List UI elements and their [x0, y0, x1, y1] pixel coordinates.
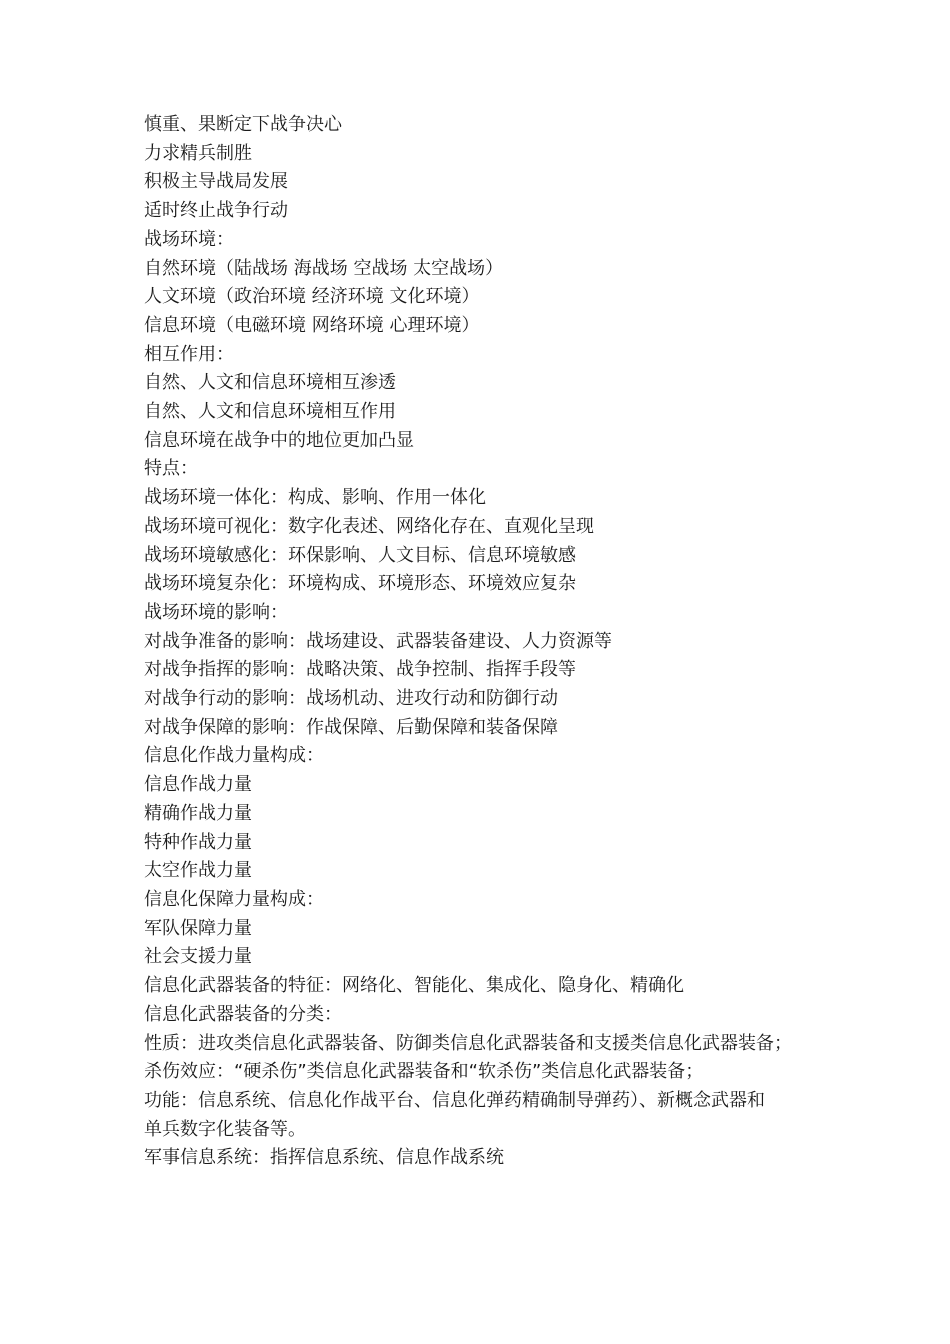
- text-line: 自然环境（陆战场 海战场 空战场 太空战场）: [144, 257, 504, 279]
- text-line: 精确作战力量: [144, 802, 252, 824]
- text-line: 积极主导战局发展: [144, 171, 288, 193]
- text-line: 对战争准备的影响：战场建设、武器装备建设、人力资源等: [144, 630, 612, 652]
- text-line: 对战争指挥的影响：战略决策、战争控制、指挥手段等: [144, 659, 576, 681]
- text-line: 军事信息系统：指挥信息系统、信息作战系统: [144, 1147, 504, 1169]
- text-line: 战场环境可视化：数字化表述、网络化存在、直观化呈现: [144, 515, 594, 537]
- text-line: 军队保障力量: [144, 917, 252, 939]
- text-line: 战场环境一体化：构成、影响、作用一体化: [144, 487, 486, 509]
- text-line: 适时终止战争行动: [144, 200, 288, 222]
- text-line: 对战争行动的影响：战场机动、进攻行动和防御行动: [144, 688, 558, 710]
- text-line: 自然、人文和信息环境相互渗透: [144, 372, 396, 394]
- text-line: 单兵数字化装备等。: [144, 1118, 306, 1140]
- section-heading: 信息化武器装备的分类：: [144, 1003, 342, 1025]
- text-line: 功能：信息系统、信息化作战平台、信息化弹药精确制导弹药）、新概念武器和: [144, 1089, 765, 1111]
- section-heading: 信息化保障力量构成：: [144, 888, 324, 910]
- text-line: 人文环境（政治环境 经济环境 文化环境）: [144, 286, 480, 308]
- text-line: 战场环境复杂化：环境构成、环境形态、环境效应复杂: [144, 573, 576, 595]
- text-line: 社会支援力量: [144, 946, 252, 968]
- text-line: 信息作战力量: [144, 774, 252, 796]
- text-line: 对战争保障的影响：作战保障、后勤保障和装备保障: [144, 716, 558, 738]
- text-line: 太空作战力量: [144, 860, 252, 882]
- text-line: 信息化武器装备的特征：网络化、智能化、集成化、隐身化、精确化: [144, 975, 684, 997]
- section-heading: 战场环境：: [144, 228, 234, 250]
- text-line: 慎重、果断定下战争决心: [144, 114, 342, 135]
- text-line: 杀伤效应：“硬杀伤”类信息化武器装备和“软杀伤”类信息化武器装备；: [144, 1061, 704, 1083]
- text-line: 自然、人文和信息环境相互作用: [144, 401, 396, 423]
- text-line: 战场环境敏感化：环保影响、人文目标、信息环境敏感: [144, 544, 576, 566]
- text-line: 特种作战力量: [144, 831, 252, 853]
- text-line: 力求精兵制胜: [144, 142, 252, 164]
- section-heading: 相互作用：: [144, 343, 234, 365]
- section-heading: 信息化作战力量构成：: [144, 745, 324, 767]
- text-line: 性质：进攻类信息化武器装备、防御类信息化武器装备和支援类信息化武器装备；: [144, 1032, 792, 1054]
- text-line: 信息环境在战争中的地位更加凸显: [144, 429, 414, 451]
- section-heading: 战场环境的影响：: [144, 601, 288, 623]
- section-heading: 特点：: [144, 458, 198, 480]
- document-page: [144, 111, 824, 1173]
- text-line: 信息环境（电磁环境 网络环境 心理环境）: [144, 314, 480, 336]
